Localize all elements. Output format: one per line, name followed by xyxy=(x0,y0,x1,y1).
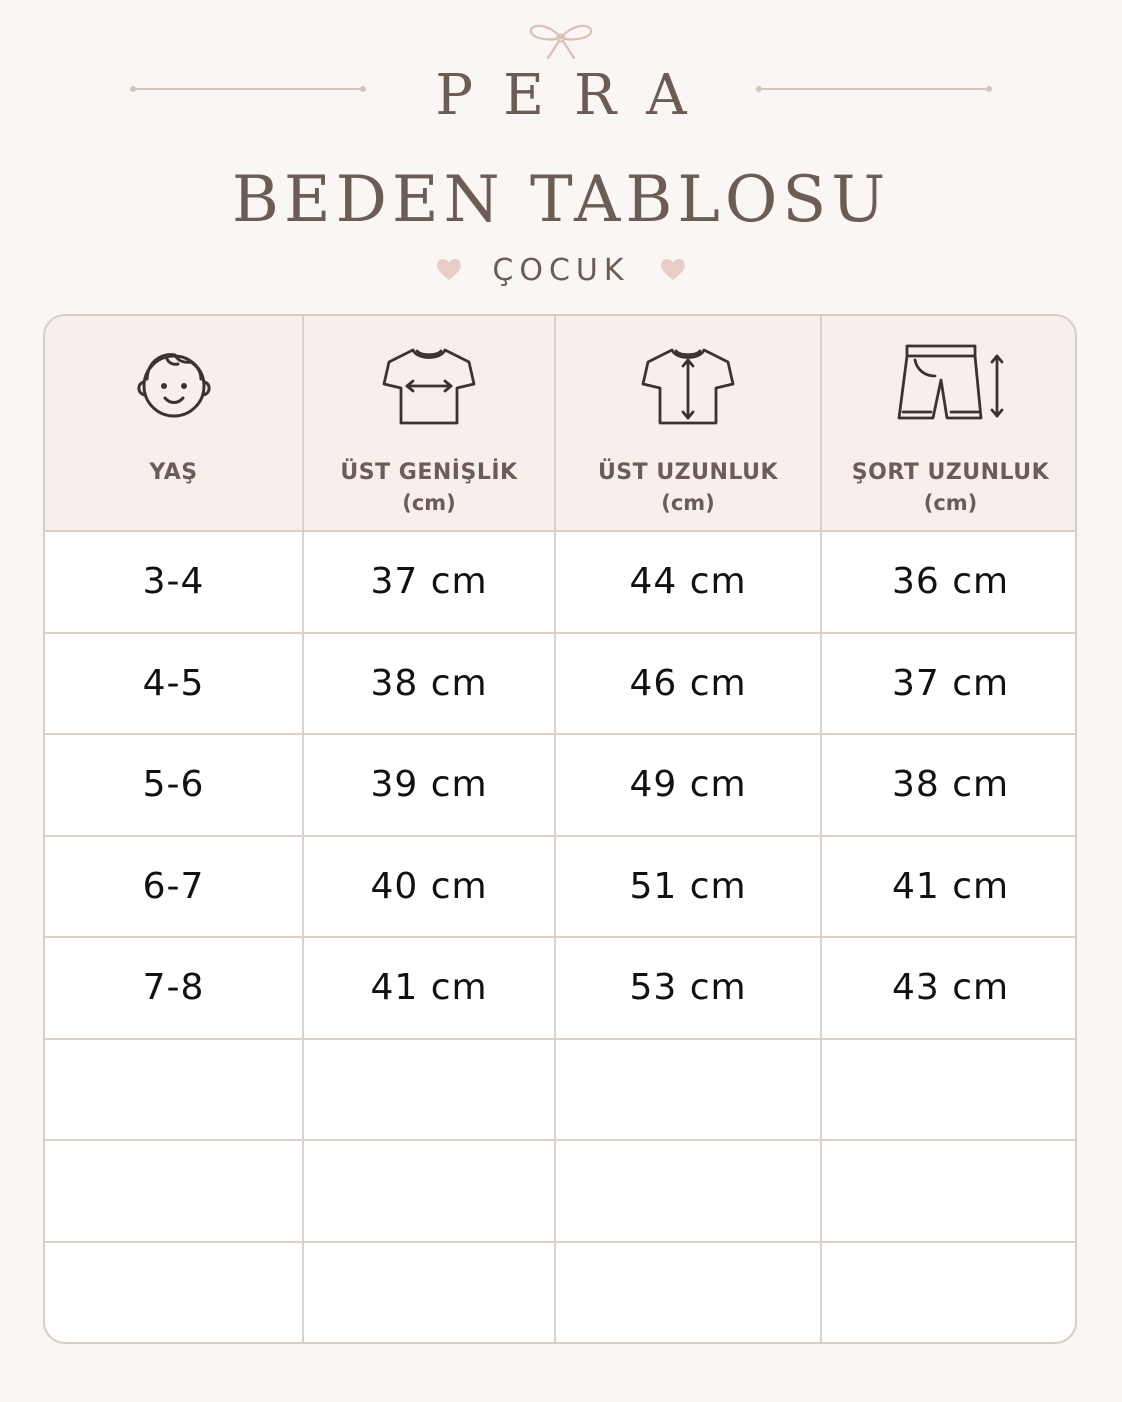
cell-top-width xyxy=(303,1140,555,1242)
cell-age: 6-7 xyxy=(45,836,303,938)
cell-age: 5-6 xyxy=(45,734,303,836)
cell-age xyxy=(45,1242,303,1343)
table-row-empty xyxy=(45,1140,1077,1242)
header-shorts-length xyxy=(821,316,1077,531)
brand-logo-text: PERA xyxy=(435,63,717,128)
cell-top-length: 53 cm xyxy=(555,937,821,1039)
header-unit: (cm) xyxy=(923,491,978,515)
cell-age xyxy=(45,1039,303,1141)
table-row xyxy=(45,836,1077,938)
table-row-empty xyxy=(45,1039,1077,1141)
table-row xyxy=(45,734,1077,836)
cell-shorts-length: 41 cm xyxy=(821,836,1077,938)
cell-top-width: 37 cm xyxy=(303,531,555,633)
cell-age: 7-8 xyxy=(45,937,303,1039)
cell-top-length: 44 cm xyxy=(555,531,821,633)
table-row xyxy=(45,531,1077,633)
cell-top-width: 40 cm xyxy=(303,836,555,938)
cell-shorts-length: 37 cm xyxy=(821,633,1077,735)
heart-icon xyxy=(436,258,462,282)
cell-top-length: 49 cm xyxy=(555,734,821,836)
subtitle-row xyxy=(0,248,1122,292)
cell-top-length: 51 cm xyxy=(555,836,821,938)
cell-shorts-length xyxy=(821,1140,1077,1242)
cell-top-width xyxy=(303,1039,555,1141)
cell-age: 3-4 xyxy=(45,531,303,633)
cell-shorts-length: 43 cm xyxy=(821,937,1077,1039)
tshirt-width-icon xyxy=(381,342,477,428)
tshirt-length-icon xyxy=(640,342,736,428)
table-row xyxy=(45,937,1077,1039)
cell-top-length xyxy=(555,1039,821,1141)
cell-top-length: 46 cm xyxy=(555,633,821,735)
cell-shorts-length xyxy=(821,1242,1077,1343)
cell-age: 4-5 xyxy=(45,633,303,735)
cell-top-width: 39 cm xyxy=(303,734,555,836)
heart-icon xyxy=(660,258,686,282)
header-label: YAŞ xyxy=(149,460,198,485)
cell-top-length xyxy=(555,1140,821,1242)
header-unit: (cm) xyxy=(402,491,456,515)
cell-shorts-length: 36 cm xyxy=(821,531,1077,633)
child-face-icon xyxy=(131,342,217,428)
subtitle: ÇOCUK xyxy=(492,252,630,288)
cell-top-width xyxy=(303,1242,555,1343)
cell-top-width: 38 cm xyxy=(303,633,555,735)
header-unit: (cm) xyxy=(661,491,715,515)
cell-top-width: 41 cm xyxy=(303,937,555,1039)
header-label: ÜST GENİŞLİK xyxy=(340,460,518,485)
shorts-length-icon xyxy=(895,342,1007,428)
cell-shorts-length xyxy=(821,1039,1077,1141)
size-chart-table xyxy=(43,314,1077,1344)
page-title: BEDEN TABLOSU xyxy=(231,163,891,237)
header-top-length xyxy=(555,316,821,531)
table-header-row xyxy=(45,316,1077,531)
table-row-empty xyxy=(45,1242,1077,1343)
table-row xyxy=(45,633,1077,735)
header-age xyxy=(45,316,303,531)
header-top-width xyxy=(303,316,555,531)
header-label: ŞORT UZUNLUK xyxy=(851,460,1050,485)
cell-shorts-length: 38 cm xyxy=(821,734,1077,836)
header-label: ÜST UZUNLUK xyxy=(597,460,779,485)
cell-age xyxy=(45,1140,303,1242)
cell-top-length xyxy=(555,1242,821,1343)
